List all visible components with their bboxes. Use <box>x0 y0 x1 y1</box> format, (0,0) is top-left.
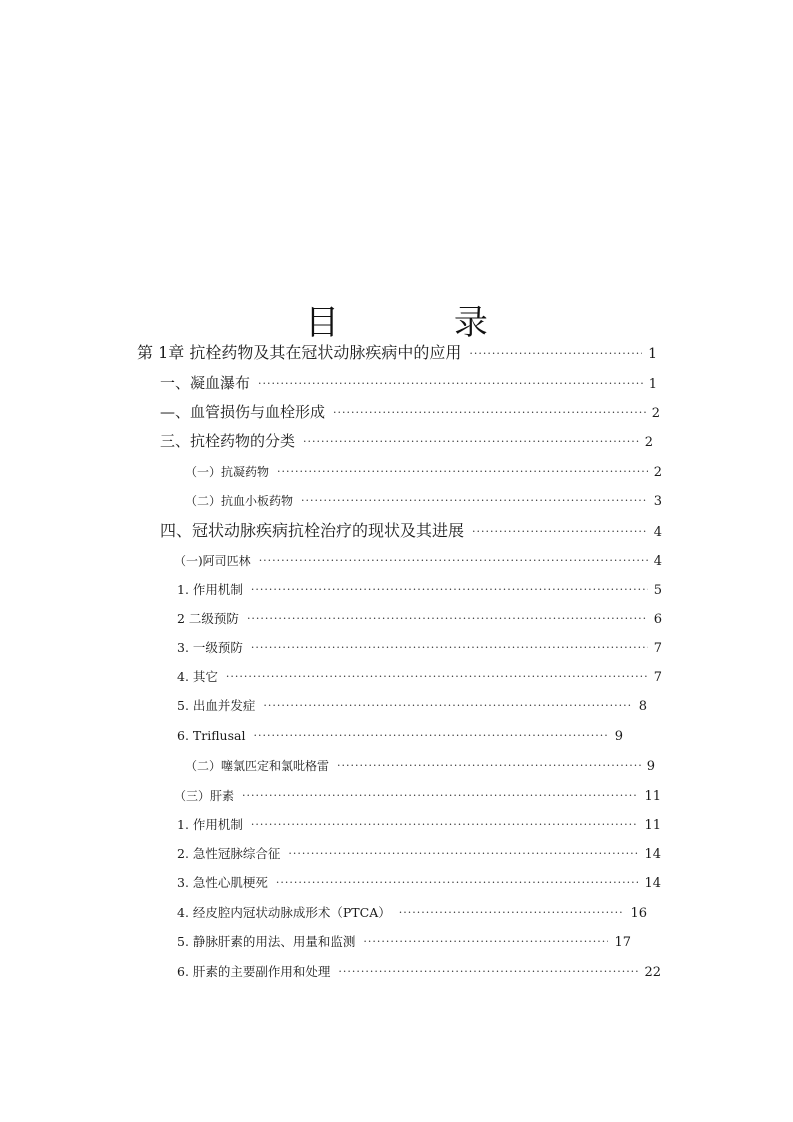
toc-entry-page: 2 <box>644 435 653 450</box>
dot-leader <box>247 613 648 624</box>
toc-entry-label: 3. 急性心肌梗死 <box>177 875 268 890</box>
toc-entry[interactable] <box>177 613 662 626</box>
toc-entry[interactable] <box>160 376 657 391</box>
dot-leader <box>399 907 625 918</box>
toc-entry-label: （二）噻氯匹定和氯吡格雷 <box>185 759 330 773</box>
toc-entry-label: 四、冠状动脉疾病抗栓治疗的现状及其进展 <box>160 521 465 540</box>
dot-leader <box>301 495 648 506</box>
toc-entry[interactable] <box>177 936 631 949</box>
toc-entry-page: 2 <box>651 406 660 421</box>
toc-entry-page: 4 <box>653 554 662 569</box>
dot-leader <box>472 526 648 537</box>
toc-entry[interactable] <box>177 584 662 597</box>
dot-leader <box>259 555 648 566</box>
toc-entry-chapter-1[interactable] <box>137 345 657 361</box>
toc-entry-page: 6 <box>653 612 662 627</box>
toc-entry-page: 22 <box>644 965 661 980</box>
toc-entry-page: 11 <box>644 818 661 833</box>
toc-entry-label: 6. Triflusal <box>177 728 246 743</box>
toc-entry-page: 17 <box>614 935 631 950</box>
dot-leader <box>226 671 648 682</box>
dot-leader <box>338 966 638 977</box>
toc-entry-label: 5. 出血并发症 <box>177 698 256 713</box>
dot-leader <box>251 584 648 595</box>
toc-entry-label: （二）抗血小板药物 <box>185 494 294 508</box>
dot-leader <box>469 348 642 359</box>
dot-leader <box>333 407 646 418</box>
toc-entry-label: 1. 作用机制 <box>177 817 243 832</box>
toc-entry[interactable] <box>160 405 660 420</box>
dot-leader <box>277 466 648 477</box>
toc-entry[interactable] <box>174 555 662 568</box>
dot-leader <box>337 760 641 771</box>
toc-entry-label: （一）抗凝药物 <box>185 465 270 479</box>
toc-entry-page: 3 <box>653 494 662 509</box>
toc-entry-label: （三）肝素 <box>174 789 235 803</box>
dot-leader <box>242 790 638 801</box>
toc-entry-page: 9 <box>614 729 623 744</box>
toc-entry-page: 16 <box>630 906 647 921</box>
toc-entry[interactable] <box>177 966 661 979</box>
toc-entry[interactable] <box>177 730 623 743</box>
dot-leader <box>276 877 639 888</box>
toc-entry-label: 5. 静脉肝素的用法、用量和监测 <box>177 934 356 949</box>
toc-entry-label: （一)阿司匹林 <box>174 554 251 568</box>
dot-leader <box>303 436 639 447</box>
toc-entry-page: 8 <box>638 699 647 714</box>
toc-entry-label: 6. 肝素的主要副作用和处理 <box>177 964 331 979</box>
toc-entry[interactable] <box>185 466 662 479</box>
toc-entry-label: 3. 一级预防 <box>177 640 243 655</box>
toc-entry-page: 7 <box>653 670 662 685</box>
toc-entry-page: 2 <box>653 465 662 480</box>
toc-entry-label: 一、凝血瀑布 <box>160 374 251 392</box>
dot-leader <box>363 936 608 947</box>
toc-entry-page: 4 <box>653 525 662 540</box>
toc-entry[interactable] <box>174 790 661 803</box>
dot-leader <box>253 730 608 741</box>
toc-entry[interactable] <box>177 819 661 832</box>
toc-entry[interactable] <box>177 671 662 684</box>
toc-entry-page: 14 <box>644 876 661 891</box>
dot-leader <box>288 848 638 859</box>
toc-entry-page: 9 <box>646 759 655 774</box>
dot-leader <box>251 819 639 830</box>
toc-entry[interactable] <box>177 642 662 655</box>
toc-entry[interactable] <box>160 434 653 449</box>
dot-leader <box>258 378 643 389</box>
toc-entry-label: —、血管损伤与血栓形成 <box>160 403 326 421</box>
toc-entry[interactable] <box>185 495 662 508</box>
toc-entry-page: 14 <box>644 847 661 862</box>
toc-entry[interactable] <box>185 760 655 773</box>
toc-entry-label: 2 二级预防 <box>177 611 239 626</box>
dot-leader <box>263 700 632 711</box>
toc-entry-page: 1 <box>648 377 657 392</box>
toc-entry[interactable] <box>177 700 647 713</box>
toc-entry-page: 11 <box>644 789 661 804</box>
toc-entry-label: 三、抗栓药物的分类 <box>160 432 296 450</box>
toc-entry[interactable] <box>160 523 662 539</box>
toc-entry-page: 7 <box>653 641 662 656</box>
page-title: 目 录 <box>305 302 540 343</box>
toc-entry[interactable] <box>177 877 661 890</box>
toc-entry-label: 1. 作用机制 <box>177 582 243 597</box>
toc-entry[interactable] <box>177 907 647 920</box>
toc-entry-label: 第 1章 抗栓药物及其在冠状动脉疾病中的应用 <box>137 343 462 362</box>
toc-entry-page: 1 <box>648 346 657 362</box>
toc-entry-label: 4. 其它 <box>177 669 218 684</box>
toc-entry-label: 4. 经皮腔内冠状动脉成形术（PTCA） <box>177 905 391 920</box>
toc-entry[interactable] <box>177 848 661 861</box>
toc-entry-label: 2. 急性冠脉综合征 <box>177 846 281 861</box>
toc-entry-page: 5 <box>653 583 662 598</box>
dot-leader <box>251 642 648 653</box>
